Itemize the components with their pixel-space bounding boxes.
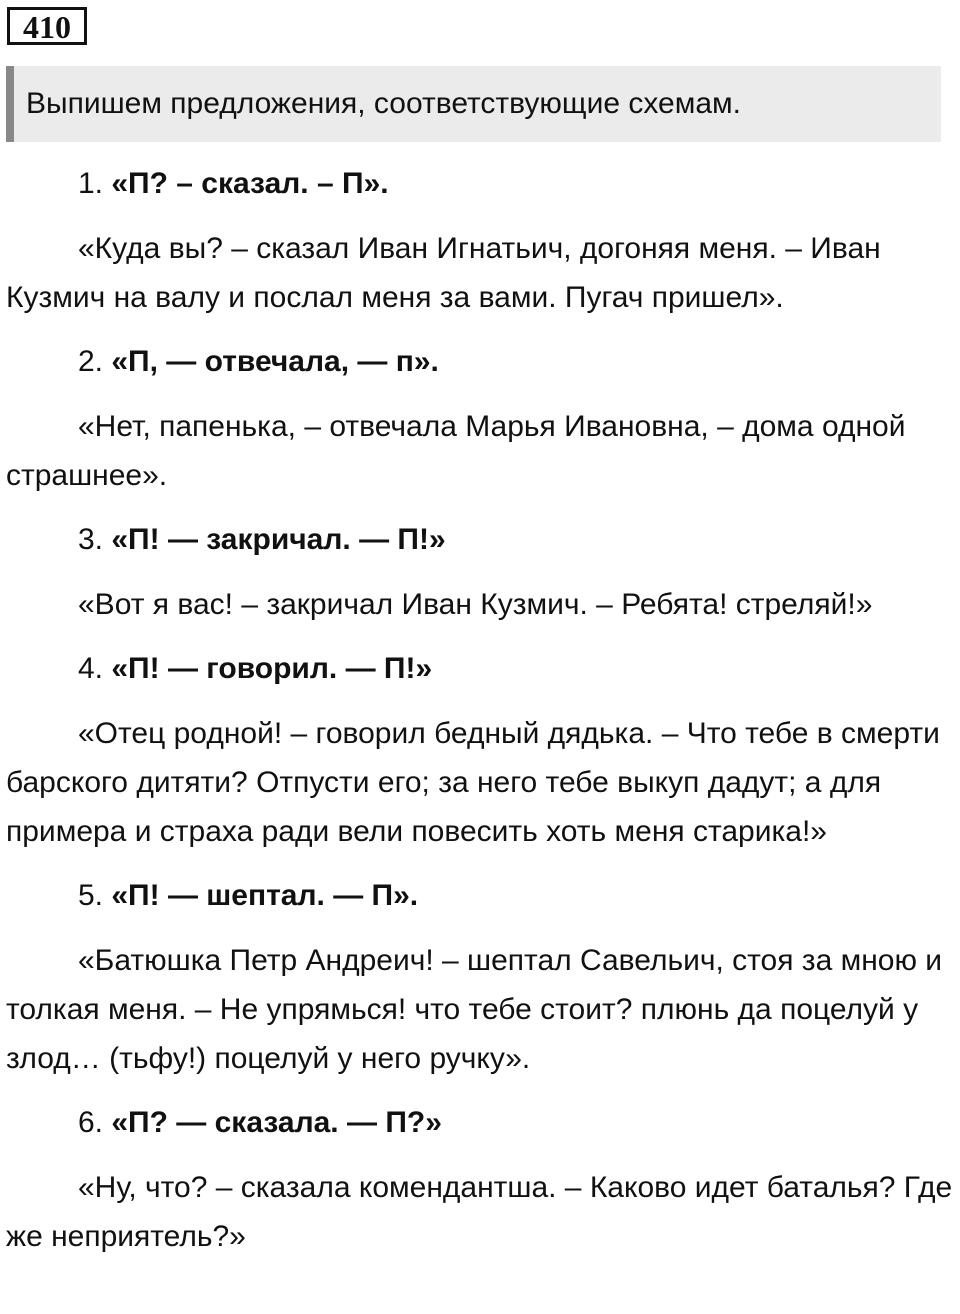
schema-item-5 [6, 872, 956, 920]
item-number: 5. [78, 879, 104, 912]
instruction-text: Выпишем предложения, соответствующие схемам. [26, 87, 742, 120]
example-sentence-1: «Куда вы? – сказал Иван Игнатьич, догоняя меня. – Иван Кузмич на валу и послал меня за вами. Пугач пришел». [6, 232, 881, 314]
scheme-text: «П! — шептал. — П». [111, 879, 419, 912]
scheme-text: «П, — отвечала, — п». [111, 345, 439, 378]
scheme-text: «П? — сказала. — П?» [111, 1106, 442, 1139]
instruction-box [6, 66, 941, 142]
task-number-badge: 410 [7, 7, 87, 45]
example-sentence-4: «Отец родной! – говорил бедный дядька. – Что тебе в смерти барского дитяти? Отпусти его; за него тебе выкуп дадут; а для примера и страха ради вели повесить хоть меня старика!» [6, 717, 940, 848]
schema-item-6 [6, 1099, 956, 1147]
scheme-text: «П! — говорил. — П!» [111, 652, 433, 685]
example-sentence-2: «Нет, папенька, – отвечала Марья Ивановна, – дома одной страшнее». [6, 410, 906, 492]
item-number: 4. [78, 652, 104, 685]
example-sentence-3: «Вот я вас! – закричал Иван Кузмич. – Ребята! стреляй!» [78, 588, 873, 621]
schema-item-1 [6, 160, 956, 208]
example-sentence-6: «Ну, что? – сказала комендантша. – Каково идет баталья? Где же неприятель?» [6, 1171, 953, 1253]
scheme-text: «П! — закричал. — П!» [111, 523, 446, 556]
item-number: 2. [78, 345, 104, 378]
item-number: 3. [78, 523, 104, 556]
schema-item-2 [6, 338, 956, 386]
answer-list [6, 160, 956, 1277]
scheme-text: «П? – сказал. – П». [111, 167, 389, 200]
example-sentence-5: «Батюшка Петр Андреич! – шептал Савельич, стоя за мною и толкая меня. – Не упрямься! что тебе стоит? плюнь да поцелуй у злод… (тьфу!) поцелуй у него ручку». [6, 944, 943, 1075]
item-number: 1. [78, 167, 104, 200]
schema-item-3 [6, 516, 956, 564]
schema-item-4 [6, 645, 956, 693]
item-number: 6. [78, 1106, 104, 1139]
